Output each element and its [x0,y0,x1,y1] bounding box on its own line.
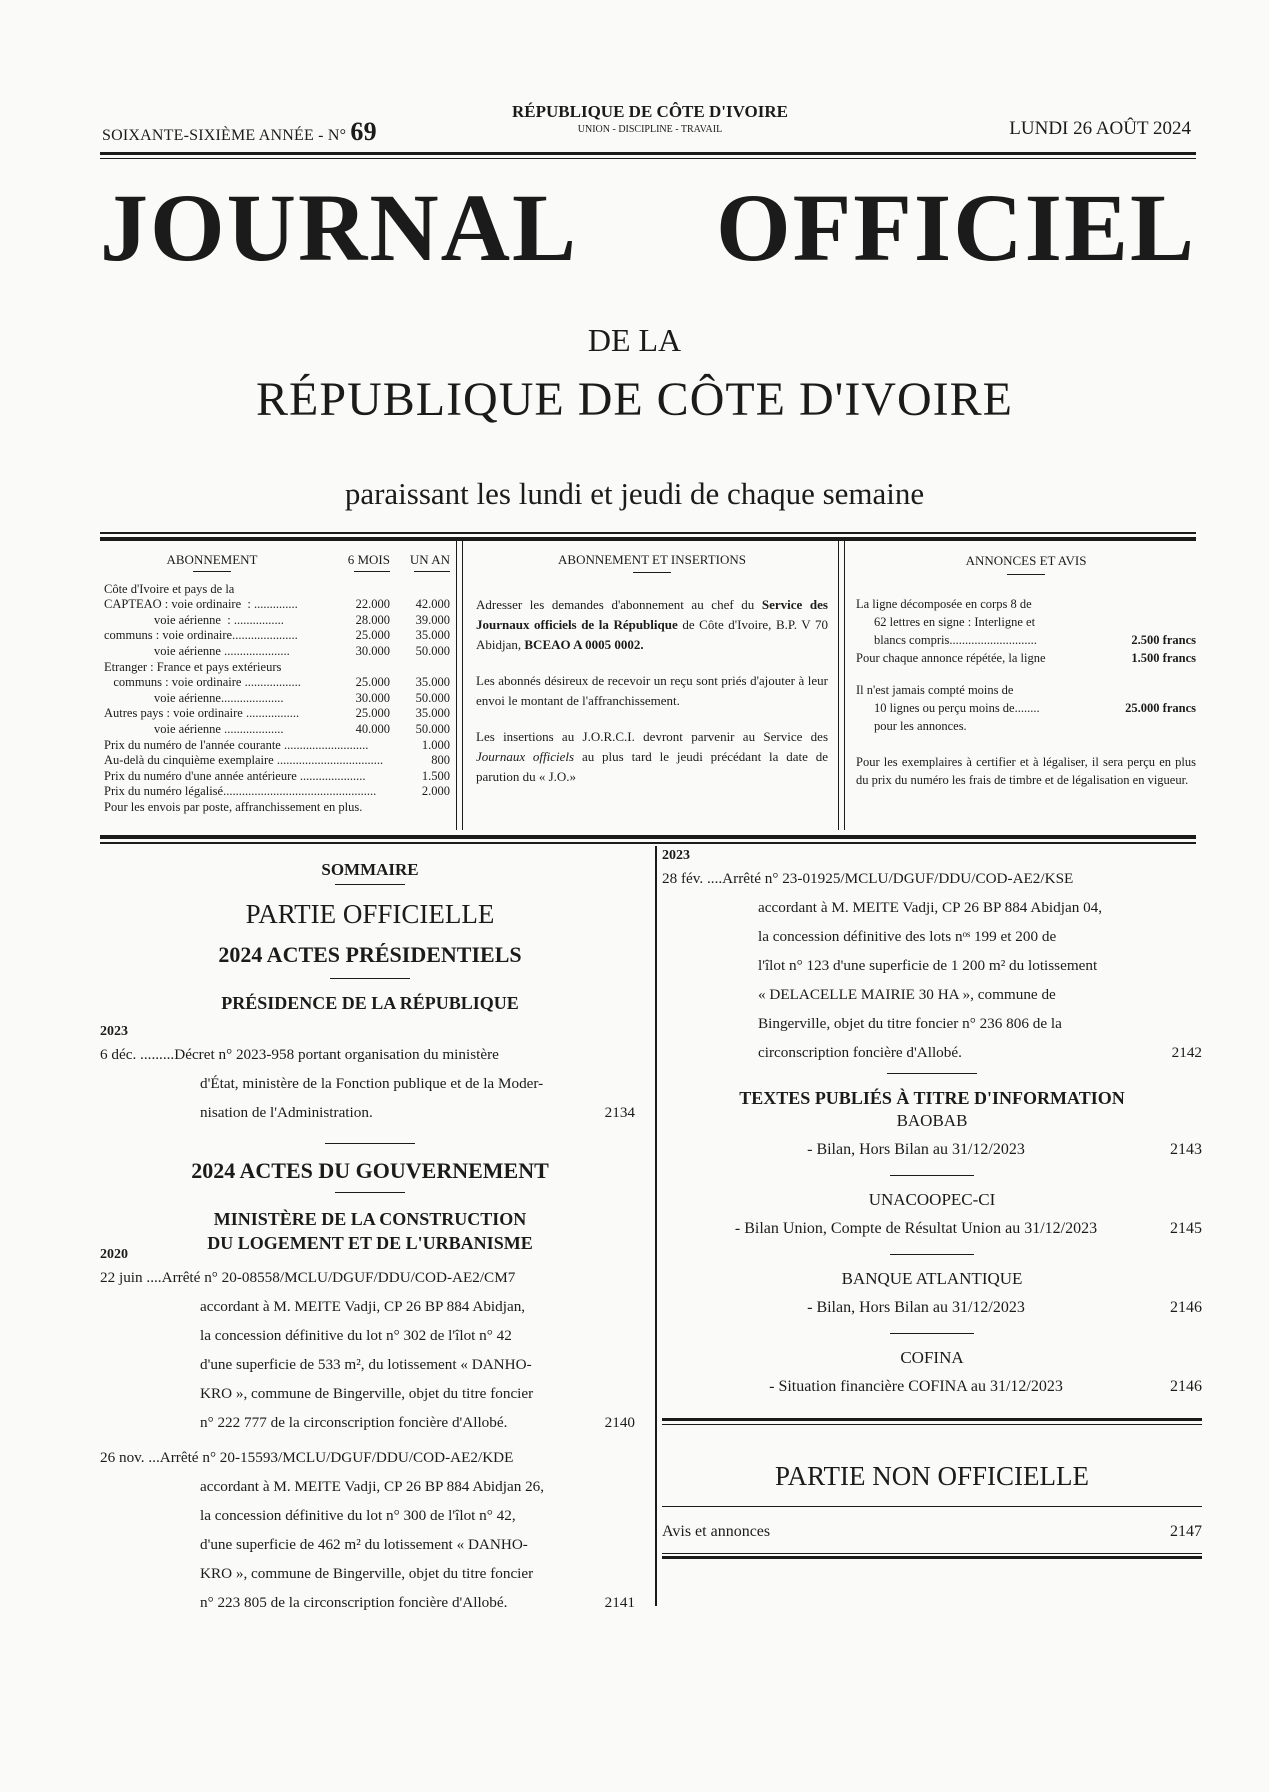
publication-frequency: paraissant les lundi et jeudi de chaque semaine [344,476,925,511]
info-item [662,1254,1202,1317]
partie-officielle: PARTIE OFFICIELLE [245,899,495,929]
avis-row [662,1523,1202,1541]
column-divider [655,846,657,1606]
postal-note: Pour les envois par poste, affranchissement en plus. [104,799,363,814]
annonces-line5: Il n'est jamais compté moins de [856,683,1014,697]
subscription-row: communs : voie ordinaire .................. 25.000 35.000 [104,675,450,690]
ministere-entries [100,1263,640,1617]
annonces-price3: 25.000 francs [1125,701,1196,715]
sommaire-left [100,860,640,1617]
subscription-box [100,538,1196,830]
sommaire-right [662,848,1202,1559]
ministere-title: MINISTÈRE DE LA CONSTRUCTION DU LOGEMENT ET DE L'URBANISME [207,1209,533,1253]
info-item [662,1111,1202,1159]
pres-year: 2023 [100,1024,128,1039]
col-6mois: 6 MOIS [347,552,390,567]
republic-title: RÉPUBLIQUE DE CÔTE D'IVOIRE [256,373,1013,426]
insertions-address: Adresser les demandes d'abonnement au chef du Service des Journaux officiels de la République de Côte d'Ivoire, B.P. V 70 Abidjan, BCEAO A 0005 0002. [476,596,829,652]
info-page: 2146 [1170,1299,1202,1316]
info-page: 2146 [1170,1378,1202,1395]
annonces-line4: Pour chaque annonce répétée, la ligne [856,651,1046,665]
right-entry-page: 2142 [1171,1044,1202,1061]
annonces-header: ANNONCES ET AVIS [965,553,1087,568]
actes-presidentiels: 2024 ACTES PRÉSIDENTIELS [218,942,522,967]
pres-entry-page: 2134 [604,1104,635,1121]
presidence-title: PRÉSIDENCE DE LA RÉPUBLIQUE [221,993,519,1013]
abonnement-column [104,538,450,830]
annonces-column [856,538,1196,830]
info-text: - Bilan, Hors Bilan au 31/12/2023 [807,1141,1025,1158]
min-year: 2020 [100,1247,128,1262]
header-rule-thin [100,158,1196,159]
price-row: Prix du numéro de l'année courante ........................... 1.000 [104,737,450,752]
issue-date: LUNDI 26 AOÛT 2024 [1009,118,1191,139]
actes-gouvernement: 2024 ACTES DU GOUVERNEMENT [191,1158,549,1183]
abonnement-header: ABONNEMENT [166,552,258,567]
avis-page: 2147 [1170,1523,1202,1540]
info-company: COFINA [900,1348,964,1367]
info-company: UNACOOPEC-CI [868,1190,996,1209]
insertions-deadline: Les insertions au J.O.R.C.I. devront parvenir au Service des Journaux officiels au plus tard le jeudi précédant la date de parution du « J.O.» [476,728,829,784]
box-top-rule-1 [100,532,1196,534]
entry-page: 2140 [604,1414,635,1431]
info-item [662,1333,1202,1396]
annonces-line3: blancs compris............................ [874,633,1037,647]
subscription-row: voie aérienne.................... 30.000 50.000 [104,690,450,705]
info-company: BAOBAB [896,1111,968,1130]
sommaire-title: SOMMAIRE [321,860,419,879]
annonces-line2: 62 lettres en signe : Interligne et [874,615,1036,629]
avis-label: Avis et annonces [662,1523,771,1540]
subscription-row: voie aérienne ................... 40.000 50.000 [104,721,450,736]
entry-page: 2141 [604,1594,635,1611]
annonces-price2: 1.500 francs [1131,651,1196,665]
insertions-receipt: Les abonnés désireux de recevoir un reçu sont priés d'ajouter à leur envoi le montant de l'affranchissement. [476,672,828,708]
box-divider-1 [456,538,463,830]
de-la: DE LA [587,322,682,358]
box-bottom-rule-2 [100,842,1196,844]
annonces-note: Pour les exemplaires à certifier et à légaliser, il sera perçu en plus du prix du numéro les frais de timbre et de légalisation en vigueur. [856,755,1196,787]
annonces-line1: La ligne décomposée en corps 8 de [856,597,1032,611]
annonces-price1: 2.500 francs [1131,633,1196,647]
header-rule-thick [100,152,1196,155]
price-rows [104,738,450,800]
ministere-entry: 22 juin ....Arrêté n° 20-08558/MCLU/DGUF/DDU/COD-AE2/CM7 accordant à M. MEITE Vadji, CP 26 BP 884 Abidjan, la concession définitive du lot n° 302 de l'îlot n° 42 d'une superficie de 533 m², du lotissement « DANHO- KRO », commune de Bingerville, objet du titre foncier n° 222 777 de la circonscription foncière d'Allobé. 2140 [100,1263,640,1437]
subscription-row: voie aérienne ..................... 30.000 50.000 [104,643,450,658]
subscription-row: Autres pays : voie ordinaire ................. 25.000 35.000 [104,706,450,721]
col-1an: UN AN [409,552,450,567]
price-row: Prix du numéro d'une année antérieure ..................... 1.500 [104,768,450,783]
annonces-line7: pour les annonces. [874,719,967,733]
info-page: 2143 [1170,1141,1202,1158]
subscription-row: voie aérienne : ................ 28.000 39.000 [104,612,450,627]
price-row: Au-delà du cinquième exemplaire .................................. 800 [104,753,450,768]
subscription-row: Etranger : France et pays extérieurs [104,659,282,674]
right-year: 2023 [662,848,690,863]
box-divider-2 [838,538,845,830]
info-company: BANQUE ATLANTIQUE [841,1269,1023,1288]
box-bottom-rule-1 [100,835,1196,839]
subscription-rows [104,582,450,738]
subscription-row: communs : voie ordinaire..................... 25.000 35.000 [104,628,450,643]
partie-non-officielle: PARTIE NON OFFICIELLE [775,1461,1089,1491]
price-row: Prix du numéro légalisé................................................. 2.000 [104,784,450,799]
textes-publies: TEXTES PUBLIÉS À TITRE D'INFORMATION [739,1088,1125,1108]
pres-entry: 6 déc. .........Décret n° 2023-958 portant organisation du ministère d'État, ministère de la Fonction publique et de la Moder- nisation de l'Administration. 2134 [100,1040,640,1127]
country-name: RÉPUBLIQUE DE CÔTE D'IVOIRE [512,102,788,121]
info-text: - Situation financière COFINA au 31/12/2023 [769,1378,1063,1395]
ministere-entry: 26 nov. ...Arrêté n° 20-15593/MCLU/DGUF/DDU/COD-AE2/KDE accordant à M. MEITE Vadji, CP 26 BP 884 Abidjan 26, la concession définitive du lot n° 300 de l'îlot n° 42, d'une superficie de 462 m² du lotissement « DANHO- KRO », commune de Bingerville, objet du titre foncier n° 223 805 de la circonscription foncière d'Allobé. 2141 [100,1443,640,1617]
annonces-line6: 10 lignes ou perçu moins de........ [874,701,1040,715]
right-entry: 28 fév. ....Arrêté n° 23-01925/MCLU/DGUF/DDU/COD-AE2/KSE accordant à M. MEITE Vadji, CP 26 BP 884 Abidjan 04, la concession définitive des lots nᵒˢ 199 et 200 de l'îlot n° 123 d'une superficie de 1 200 m² du lotissement « DELACELLE MAIRIE 30 HA », commune de Bingerville, objet du titre foncier n° 236 806 de la circonscription foncière d'Allobé. 2142 [662,864,1202,1067]
issue-number: 69 [350,117,377,146]
info-list [662,1111,1202,1396]
issue-line [102,117,377,147]
info-page: 2145 [1170,1220,1202,1237]
country-motto: UNION - DISCIPLINE - TRAVAIL [577,124,723,135]
info-text: - Bilan Union, Compte de Résultat Union au 31/12/2023 [734,1220,1098,1237]
country-block [480,102,820,135]
journal-title: JOURNAL OFFICIEL [100,174,1196,281]
insertions-column [476,538,828,830]
subscription-row: Côte d'Ivoire et pays de la [104,581,235,596]
year-label: SOIXANTE-SIXIÈME ANNÉE - N° [102,127,347,144]
info-text: - Bilan, Hors Bilan au 31/12/2023 [807,1299,1025,1316]
info-item [662,1175,1202,1238]
subscription-row: CAPTEAO : voie ordinaire : .............. 22.000 42.000 [104,597,450,612]
insertions-header: ABONNEMENT ET INSERTIONS [558,552,746,567]
